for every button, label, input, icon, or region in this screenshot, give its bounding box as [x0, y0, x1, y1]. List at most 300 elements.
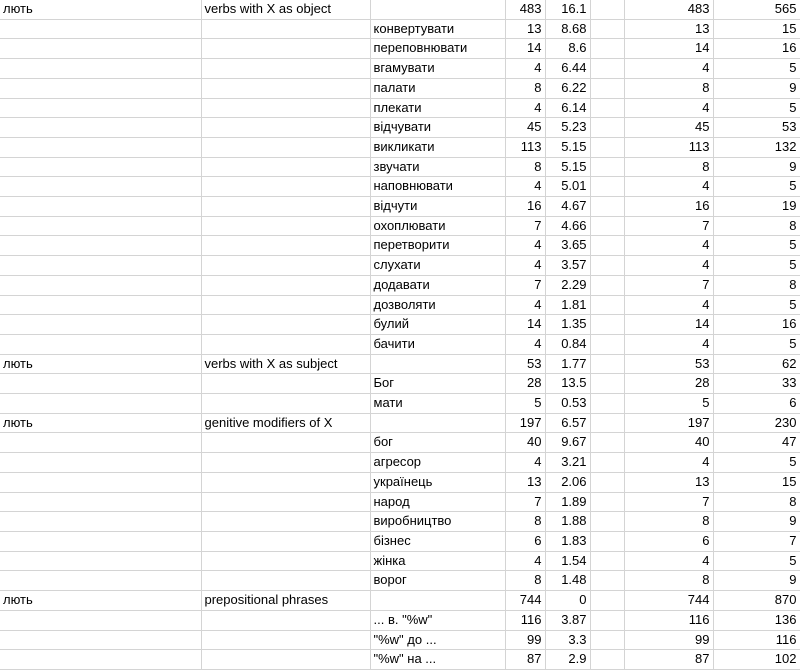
cell-relation[interactable]: genitive modifiers of X [201, 413, 370, 433]
cell-total[interactable]: 5 [713, 295, 800, 315]
cell-collocate[interactable]: бачити [370, 334, 505, 354]
cell-relation[interactable] [201, 492, 370, 512]
table-row [0, 78, 800, 98]
cell-count[interactable]: 8 [624, 571, 713, 591]
cell-word[interactable] [0, 531, 201, 551]
cell-relation[interactable] [201, 610, 370, 630]
cell-total[interactable]: 53 [713, 118, 800, 138]
cell-total[interactable]: 870 [713, 591, 800, 611]
cell-score[interactable]: 1.88 [545, 512, 590, 532]
cell-total[interactable]: 19 [713, 197, 800, 217]
cell-frequency[interactable]: 4 [505, 98, 545, 118]
cell-total[interactable]: 8 [713, 492, 800, 512]
cell-score[interactable]: 1.54 [545, 551, 590, 571]
cell-relation[interactable] [201, 157, 370, 177]
cell-relation[interactable] [201, 236, 370, 256]
cell-score[interactable]: 1.77 [545, 354, 590, 374]
cell-collocate[interactable]: звучати [370, 157, 505, 177]
cell-relation[interactable] [201, 78, 370, 98]
cell-frequency[interactable]: 8 [505, 157, 545, 177]
cell-word[interactable] [0, 492, 201, 512]
cell-word[interactable] [0, 453, 201, 473]
table-row [0, 216, 800, 236]
cell-total[interactable]: 9 [713, 157, 800, 177]
cell-blank[interactable] [590, 354, 624, 374]
cell-total[interactable]: 5 [713, 551, 800, 571]
cell-collocate[interactable]: додавати [370, 275, 505, 295]
table-row [0, 374, 800, 394]
cell-total[interactable]: 8 [713, 216, 800, 236]
cell-word[interactable] [0, 256, 201, 276]
cell-relation[interactable] [201, 256, 370, 276]
cell-collocate[interactable]: бізнес [370, 531, 505, 551]
cell-total[interactable]: 62 [713, 354, 800, 374]
cell-count[interactable]: 87 [624, 650, 713, 670]
cell-count[interactable]: 14 [624, 39, 713, 59]
cell-blank[interactable] [590, 453, 624, 473]
cell-word[interactable]: лють [0, 354, 201, 374]
cell-collocate[interactable]: ... в. "%w" [370, 610, 505, 630]
cell-relation[interactable] [201, 315, 370, 335]
cell-word[interactable] [0, 59, 201, 79]
cell-blank[interactable] [590, 334, 624, 354]
table-row [0, 177, 800, 197]
cell-score[interactable]: 2.06 [545, 472, 590, 492]
cell-word[interactable] [0, 275, 201, 295]
cell-count[interactable]: 4 [624, 59, 713, 79]
cell-relation[interactable] [201, 275, 370, 295]
cell-count[interactable]: 40 [624, 433, 713, 453]
cell-collocate[interactable]: відчувати [370, 118, 505, 138]
cell-collocate[interactable] [370, 413, 505, 433]
cell-score[interactable]: 6.44 [545, 59, 590, 79]
cell-collocate[interactable]: народ [370, 492, 505, 512]
cell-frequency[interactable]: 14 [505, 39, 545, 59]
cell-frequency[interactable]: 8 [505, 571, 545, 591]
cell-blank[interactable] [590, 98, 624, 118]
table-row [0, 472, 800, 492]
cell-total[interactable]: 132 [713, 137, 800, 157]
cell-count[interactable]: 7 [624, 492, 713, 512]
table-row [0, 413, 800, 433]
cell-word[interactable]: лють [0, 413, 201, 433]
cell-total[interactable]: 6 [713, 394, 800, 414]
table-row [0, 354, 800, 374]
cell-blank[interactable] [590, 571, 624, 591]
cell-blank[interactable] [590, 275, 624, 295]
cell-count[interactable]: 7 [624, 216, 713, 236]
cell-count[interactable]: 8 [624, 512, 713, 532]
cell-collocate[interactable]: переповнювати [370, 39, 505, 59]
cell-count[interactable]: 4 [624, 334, 713, 354]
cell-blank[interactable] [590, 413, 624, 433]
cell-relation[interactable] [201, 59, 370, 79]
cell-score[interactable]: 1.48 [545, 571, 590, 591]
cell-collocate[interactable]: наповнювати [370, 177, 505, 197]
cell-word[interactable] [0, 295, 201, 315]
cell-count[interactable]: 116 [624, 610, 713, 630]
table-row [0, 98, 800, 118]
table-row [0, 295, 800, 315]
cell-count[interactable]: 13 [624, 472, 713, 492]
cell-collocate[interactable]: плекати [370, 98, 505, 118]
cell-relation[interactable] [201, 19, 370, 39]
cell-score[interactable]: 0.84 [545, 334, 590, 354]
cell-score[interactable]: 2.29 [545, 275, 590, 295]
cell-word[interactable] [0, 551, 201, 571]
cell-count[interactable]: 16 [624, 197, 713, 217]
cell-total[interactable]: 9 [713, 512, 800, 532]
cell-count[interactable]: 483 [624, 0, 713, 19]
table-row [0, 334, 800, 354]
cell-total[interactable]: 136 [713, 610, 800, 630]
cell-word[interactable] [0, 630, 201, 650]
cell-count[interactable]: 8 [624, 157, 713, 177]
cell-count[interactable]: 4 [624, 98, 713, 118]
cell-total[interactable]: 16 [713, 39, 800, 59]
cell-score[interactable]: 3.65 [545, 236, 590, 256]
cell-frequency[interactable]: 53 [505, 354, 545, 374]
cell-collocate[interactable]: агресор [370, 453, 505, 473]
cell-collocate[interactable]: дозволяти [370, 295, 505, 315]
cell-word[interactable] [0, 374, 201, 394]
cell-blank[interactable] [590, 78, 624, 98]
cell-frequency[interactable]: 28 [505, 374, 545, 394]
cell-score[interactable]: 6.22 [545, 78, 590, 98]
cell-score[interactable]: 5.15 [545, 137, 590, 157]
cell-total[interactable]: 9 [713, 78, 800, 98]
table-row [0, 650, 800, 670]
cell-score[interactable]: 3.57 [545, 256, 590, 276]
cell-score[interactable]: 6.57 [545, 413, 590, 433]
cell-relation[interactable] [201, 551, 370, 571]
cell-collocate[interactable]: конвертувати [370, 19, 505, 39]
cell-word[interactable] [0, 118, 201, 138]
cell-frequency[interactable]: 14 [505, 315, 545, 335]
cell-relation[interactable]: verbs with X as object [201, 0, 370, 19]
cell-collocate[interactable]: "%w" на ... [370, 650, 505, 670]
cell-blank[interactable] [590, 177, 624, 197]
cell-relation[interactable] [201, 39, 370, 59]
cell-count[interactable]: 4 [624, 236, 713, 256]
cell-relation[interactable] [201, 531, 370, 551]
cell-count[interactable]: 4 [624, 177, 713, 197]
cell-frequency[interactable]: 13 [505, 472, 545, 492]
cell-blank[interactable] [590, 39, 624, 59]
cell-frequency[interactable]: 5 [505, 394, 545, 414]
cell-word[interactable] [0, 334, 201, 354]
cell-total[interactable]: 102 [713, 650, 800, 670]
cell-collocate[interactable] [370, 354, 505, 374]
cell-blank[interactable] [590, 236, 624, 256]
cell-blank[interactable] [590, 531, 624, 551]
cell-count[interactable]: 197 [624, 413, 713, 433]
table-row [0, 571, 800, 591]
cell-blank[interactable] [590, 59, 624, 79]
cell-blank[interactable] [590, 157, 624, 177]
cell-blank[interactable] [590, 19, 624, 39]
cell-total[interactable]: 9 [713, 571, 800, 591]
cell-relation[interactable] [201, 118, 370, 138]
cell-frequency[interactable]: 116 [505, 610, 545, 630]
cell-collocate[interactable]: слухати [370, 256, 505, 276]
cell-count[interactable]: 6 [624, 531, 713, 551]
cell-count[interactable]: 4 [624, 453, 713, 473]
cell-relation[interactable] [201, 197, 370, 217]
cell-count[interactable]: 113 [624, 137, 713, 157]
cell-count[interactable]: 13 [624, 19, 713, 39]
cell-blank[interactable] [590, 551, 624, 571]
cell-score[interactable]: 3.21 [545, 453, 590, 473]
cell-frequency[interactable]: 7 [505, 275, 545, 295]
cell-score[interactable]: 1.81 [545, 295, 590, 315]
cell-collocate[interactable]: жінка [370, 551, 505, 571]
cell-collocate[interactable]: відчути [370, 197, 505, 217]
cell-frequency[interactable]: 16 [505, 197, 545, 217]
table-row [0, 197, 800, 217]
cell-frequency[interactable]: 113 [505, 137, 545, 157]
cell-word[interactable] [0, 236, 201, 256]
cell-count[interactable]: 4 [624, 551, 713, 571]
cell-blank[interactable] [590, 118, 624, 138]
table-row [0, 236, 800, 256]
table-row [0, 19, 800, 39]
cell-count[interactable]: 14 [624, 315, 713, 335]
cell-frequency[interactable]: 197 [505, 413, 545, 433]
cell-word[interactable] [0, 512, 201, 532]
table-row [0, 433, 800, 453]
cell-frequency[interactable]: 4 [505, 59, 545, 79]
cell-word[interactable]: лють [0, 591, 201, 611]
cell-total[interactable]: 5 [713, 236, 800, 256]
cell-blank[interactable] [590, 197, 624, 217]
cell-blank[interactable] [590, 256, 624, 276]
cell-collocate[interactable]: вгамувати [370, 59, 505, 79]
cell-score[interactable]: 8.68 [545, 19, 590, 39]
cell-relation[interactable] [201, 334, 370, 354]
cell-total[interactable]: 5 [713, 59, 800, 79]
cell-total[interactable]: 5 [713, 453, 800, 473]
cell-score[interactable]: 5.01 [545, 177, 590, 197]
cell-blank[interactable] [590, 610, 624, 630]
cell-score[interactable]: 5.15 [545, 157, 590, 177]
cell-total[interactable]: 16 [713, 315, 800, 335]
cell-frequency[interactable]: 87 [505, 650, 545, 670]
cell-relation[interactable] [201, 433, 370, 453]
cell-frequency[interactable]: 13 [505, 19, 545, 39]
cell-frequency[interactable]: 744 [505, 591, 545, 611]
table-row [0, 59, 800, 79]
table-row [0, 315, 800, 335]
cell-blank[interactable] [590, 591, 624, 611]
cell-total[interactable]: 47 [713, 433, 800, 453]
cell-relation[interactable] [201, 177, 370, 197]
cell-score[interactable]: 5.23 [545, 118, 590, 138]
cell-word[interactable] [0, 177, 201, 197]
cell-relation[interactable] [201, 216, 370, 236]
cell-relation[interactable] [201, 630, 370, 650]
cell-collocate[interactable]: українець [370, 472, 505, 492]
cell-count[interactable]: 4 [624, 256, 713, 276]
cell-blank[interactable] [590, 374, 624, 394]
cell-relation[interactable] [201, 137, 370, 157]
cell-collocate[interactable]: охоплювати [370, 216, 505, 236]
cell-word[interactable]: лють [0, 0, 201, 19]
table-row [0, 551, 800, 571]
cell-relation[interactable] [201, 512, 370, 532]
cell-frequency[interactable]: 7 [505, 492, 545, 512]
cell-word[interactable] [0, 216, 201, 236]
cell-collocate[interactable]: "%w" до ... [370, 630, 505, 650]
cell-frequency[interactable]: 4 [505, 236, 545, 256]
cell-total[interactable]: 15 [713, 19, 800, 39]
cell-word[interactable] [0, 315, 201, 335]
cell-score[interactable]: 1.83 [545, 531, 590, 551]
cell-count[interactable]: 7 [624, 275, 713, 295]
cell-word[interactable] [0, 78, 201, 98]
cell-blank[interactable] [590, 216, 624, 236]
cell-score[interactable]: 8.6 [545, 39, 590, 59]
cell-count[interactable]: 744 [624, 591, 713, 611]
table-row [0, 512, 800, 532]
cell-collocate[interactable] [370, 591, 505, 611]
cell-collocate[interactable]: Бог [370, 374, 505, 394]
cell-count[interactable]: 53 [624, 354, 713, 374]
cell-relation[interactable] [201, 295, 370, 315]
cell-word[interactable] [0, 394, 201, 414]
cell-frequency[interactable]: 8 [505, 512, 545, 532]
cell-blank[interactable] [590, 512, 624, 532]
cell-collocate[interactable]: виробництво [370, 512, 505, 532]
cell-score[interactable]: 2.9 [545, 650, 590, 670]
cell-total[interactable]: 5 [713, 256, 800, 276]
table-row [0, 394, 800, 414]
cell-word[interactable] [0, 433, 201, 453]
cell-relation[interactable] [201, 571, 370, 591]
cell-total[interactable]: 7 [713, 531, 800, 551]
cell-frequency[interactable]: 4 [505, 334, 545, 354]
cell-score[interactable]: 1.35 [545, 315, 590, 335]
cell-relation[interactable] [201, 374, 370, 394]
table-row [0, 610, 800, 630]
cell-frequency[interactable]: 4 [505, 256, 545, 276]
cell-score[interactable]: 9.67 [545, 433, 590, 453]
cell-word[interactable] [0, 98, 201, 118]
cell-count[interactable]: 4 [624, 295, 713, 315]
table-row [0, 0, 800, 19]
cell-word[interactable] [0, 571, 201, 591]
cell-relation[interactable] [201, 453, 370, 473]
cell-word[interactable] [0, 650, 201, 670]
cell-word[interactable] [0, 610, 201, 630]
cell-score[interactable]: 3.87 [545, 610, 590, 630]
cell-total[interactable]: 15 [713, 472, 800, 492]
cell-blank[interactable] [590, 315, 624, 335]
cell-collocate[interactable]: викликати [370, 137, 505, 157]
table-row [0, 531, 800, 551]
cell-relation[interactable] [201, 394, 370, 414]
cell-frequency[interactable]: 7 [505, 216, 545, 236]
cell-frequency[interactable]: 4 [505, 177, 545, 197]
cell-frequency[interactable]: 4 [505, 453, 545, 473]
cell-collocate[interactable]: ворог [370, 571, 505, 591]
cell-count[interactable]: 28 [624, 374, 713, 394]
cell-blank[interactable] [590, 295, 624, 315]
cell-relation[interactable] [201, 650, 370, 670]
cell-total[interactable]: 116 [713, 630, 800, 650]
cell-score[interactable]: 0 [545, 591, 590, 611]
cell-collocate[interactable] [370, 0, 505, 19]
cell-score[interactable]: 3.3 [545, 630, 590, 650]
cell-collocate[interactable]: палати [370, 78, 505, 98]
cell-total[interactable]: 33 [713, 374, 800, 394]
cell-relation[interactable]: prepositional phrases [201, 591, 370, 611]
cell-blank[interactable] [590, 492, 624, 512]
cell-total[interactable]: 8 [713, 275, 800, 295]
cell-blank[interactable] [590, 630, 624, 650]
cell-count[interactable]: 45 [624, 118, 713, 138]
table-row [0, 137, 800, 157]
cell-score[interactable]: 4.66 [545, 216, 590, 236]
cell-count[interactable]: 99 [624, 630, 713, 650]
cell-count[interactable]: 8 [624, 78, 713, 98]
cell-word[interactable] [0, 157, 201, 177]
cell-total[interactable]: 230 [713, 413, 800, 433]
cell-total[interactable]: 5 [713, 177, 800, 197]
cell-count[interactable]: 5 [624, 394, 713, 414]
cell-frequency[interactable]: 4 [505, 551, 545, 571]
cell-blank[interactable] [590, 650, 624, 670]
cell-relation[interactable] [201, 472, 370, 492]
cell-relation[interactable]: verbs with X as subject [201, 354, 370, 374]
cell-blank[interactable] [590, 0, 624, 19]
table-row [0, 492, 800, 512]
cell-score[interactable]: 13.5 [545, 374, 590, 394]
cell-word[interactable] [0, 19, 201, 39]
cell-total[interactable]: 5 [713, 334, 800, 354]
cell-frequency[interactable]: 4 [505, 295, 545, 315]
cell-score[interactable]: 1.89 [545, 492, 590, 512]
cell-total[interactable]: 5 [713, 98, 800, 118]
cell-word[interactable] [0, 472, 201, 492]
cell-total[interactable]: 565 [713, 0, 800, 19]
cell-frequency[interactable]: 6 [505, 531, 545, 551]
table-row [0, 118, 800, 138]
cell-frequency[interactable]: 45 [505, 118, 545, 138]
cell-blank[interactable] [590, 433, 624, 453]
cell-blank[interactable] [590, 472, 624, 492]
cell-score[interactable]: 16.1 [545, 0, 590, 19]
cell-frequency[interactable]: 8 [505, 78, 545, 98]
cell-collocate[interactable]: булий [370, 315, 505, 335]
cell-blank[interactable] [590, 137, 624, 157]
table-row [0, 591, 800, 611]
cell-word[interactable] [0, 137, 201, 157]
cell-blank[interactable] [590, 394, 624, 414]
cell-score[interactable]: 4.67 [545, 197, 590, 217]
cell-frequency[interactable]: 99 [505, 630, 545, 650]
cell-score[interactable]: 6.14 [545, 98, 590, 118]
cell-score[interactable]: 0.53 [545, 394, 590, 414]
cell-word[interactable] [0, 197, 201, 217]
cell-collocate[interactable]: бог [370, 433, 505, 453]
cell-relation[interactable] [201, 98, 370, 118]
cell-collocate[interactable]: перетворити [370, 236, 505, 256]
cell-collocate[interactable]: мати [370, 394, 505, 414]
cell-word[interactable] [0, 39, 201, 59]
cell-frequency[interactable]: 483 [505, 0, 545, 19]
cell-frequency[interactable]: 40 [505, 433, 545, 453]
